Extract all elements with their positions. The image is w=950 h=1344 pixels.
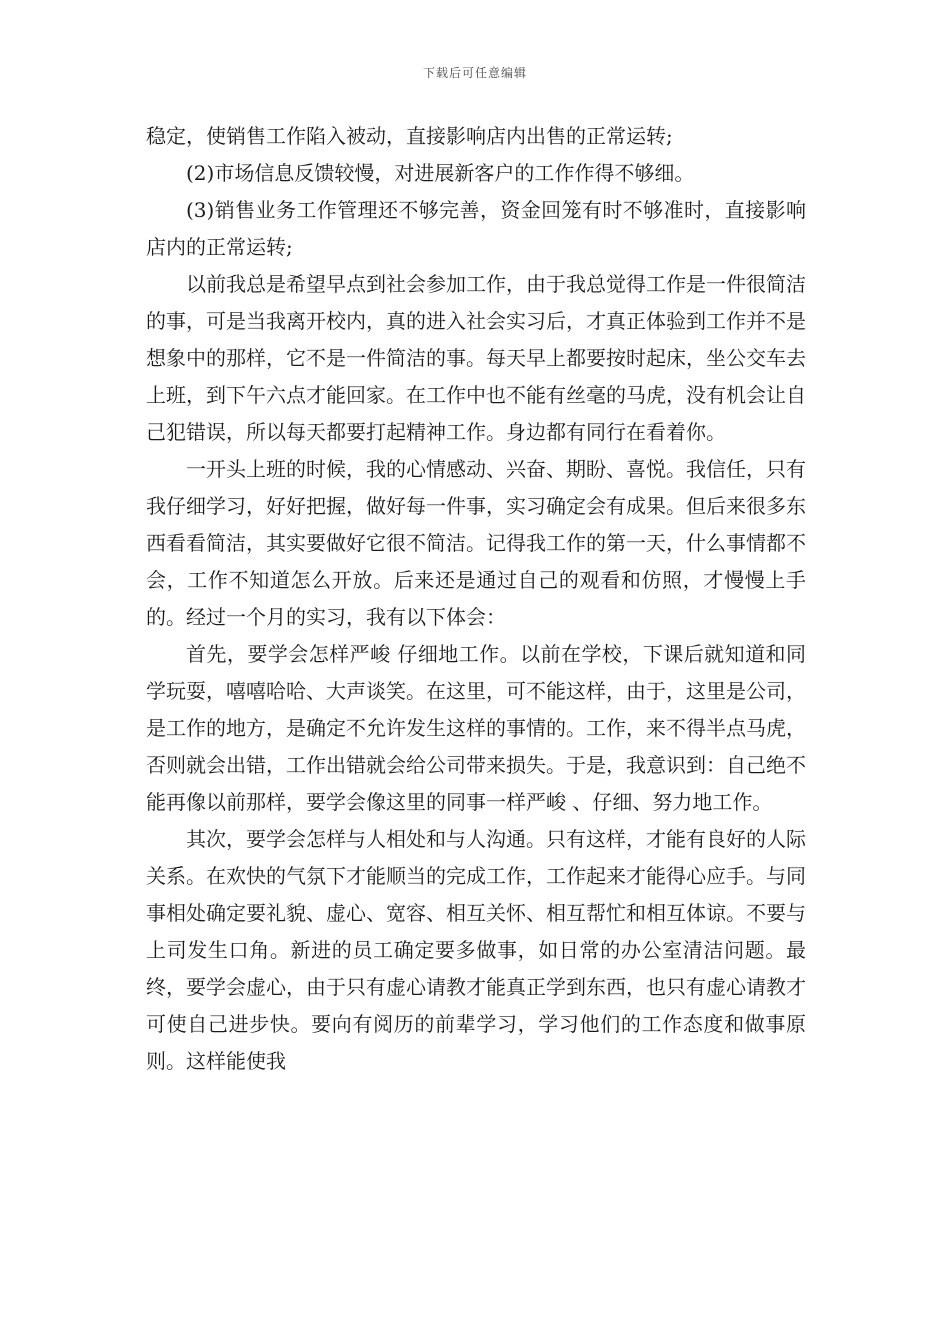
paragraph-first-days: 一开头上班的时候，我的心情感动、兴奋、期盼、喜悦。我信任，只有我仔细学习，好好把握，做好每一件事，实习确定会有成果。但后来很多东西看看简洁，其实要做好它很不简洁。记得我工作的第一天，什么事情都不会，工作不知道怎么开放。后来还是通过自己的观看和仿照，才慢慢上手的。经过一个月的实习，我有以下体会： [146,457,806,629]
paragraph-item-2: (2)市场信息反馈较慢，对进展新客户的工作作得不够细。 [186,161,695,185]
paragraph-continuation: 稳定，使销售工作陷入被动，直接影响店内出售的正常运转; [146,124,673,148]
paragraph-second-lesson: 其次，要学会怎样与人相处和与人沟通。只有这样，才能有良好的人际关系。在欢快的气氛下才能顺当的完成工作，工作起来才能得心应手。与同事相处确定要礼貌、虚心、宽容、相互关怀、相互帮忙和相互体谅。不要与上司发生口角。新进的员工确定要多做事，如日常的办公室清洁问题。最终，要学会虚心，由于只有虚心请教才能真正学到东西，也只有虚心请教才可使自己进步快。要向有阅历的前辈学习，学习他们的工作态度和做事原则。这样能使我 [146,827,806,1073]
paragraph-work-expectation: 以前我总是希望早点到社会参加工作，由于我总觉得工作是一件很简洁的事，可是当我离开校内，真的进入社会实习后，才真正体验到工作并不是想象中的那样，它不是一件简洁的事。每天早上都要按时起床，坐公交车去上班，到下午六点才能回家。在工作中也不能有丝毫的马虎，没有机会让自己犯错误，所以每天都要打起精神工作。身边都有同行在看着你。 [146,272,806,444]
paragraph-item-3: (3)销售业务工作管理还不够完善，资金回笼有时不够准时，直接影响店内的正常运转; [146,198,806,259]
document-body [146,118,806,1080]
paragraph-first-lesson: 首先，要学会怎样严峻 仔细地工作。以前在学校，下课后就知道和同学玩耍，嘻嘻哈哈、大声谈笑。在这里，可不能这样，由于，这里是公司，是工作的地方，是确定不允许发生这样的事情的。工作，来不得半点马虎，否则就会出错，工作出错就会给公司带来损失。于是，我意识到：自己绝不能再像以前那样，要学会像这里的同事一样严峻 、仔细、努力地工作。 [146,642,806,814]
page-header: 下载后可任意编辑 [422,66,527,80]
